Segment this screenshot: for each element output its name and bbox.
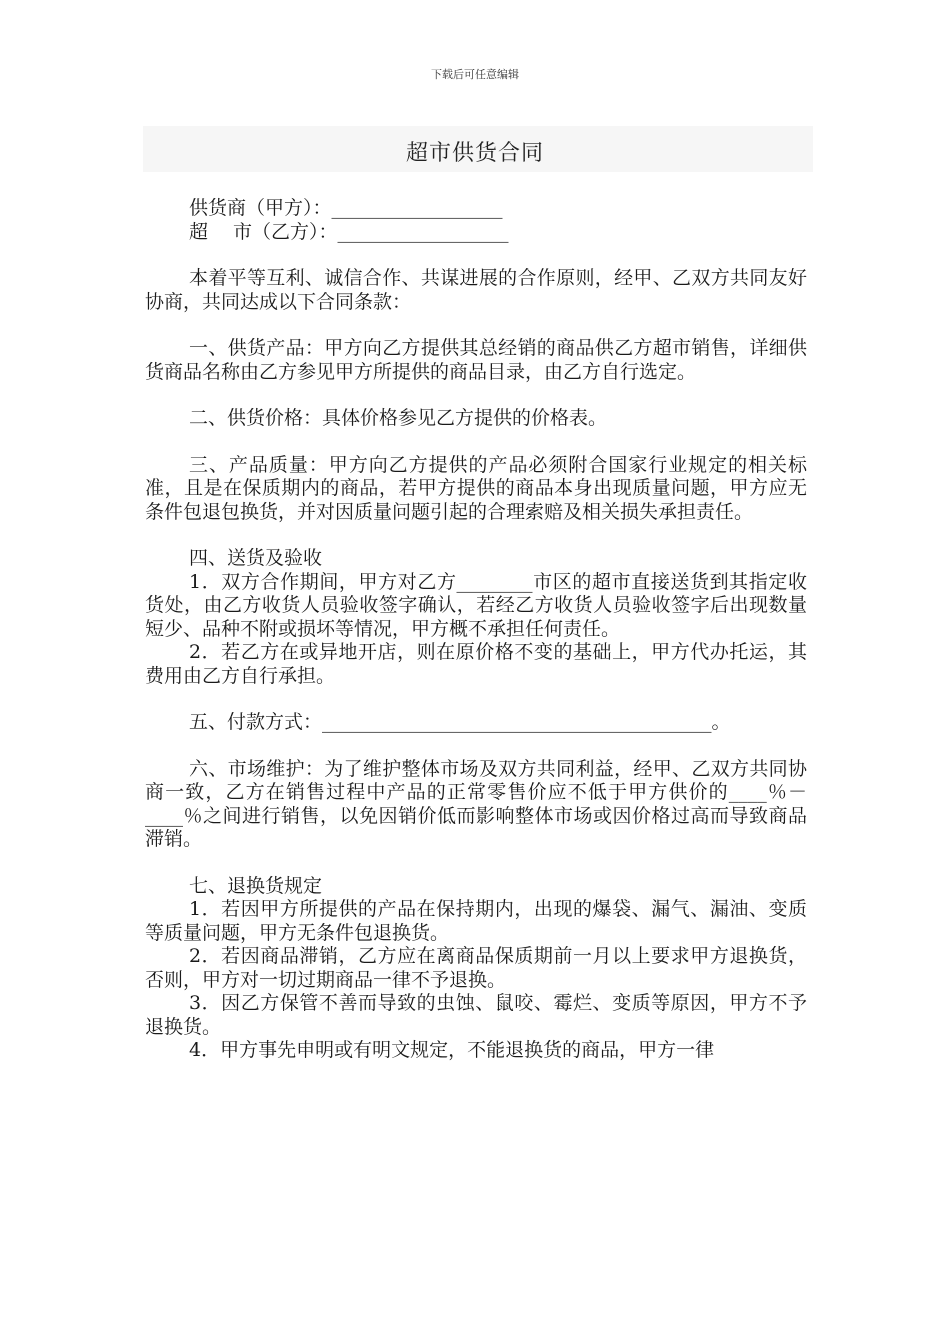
document-title: 超市供货合同 bbox=[405, 141, 544, 166]
clause-7-item-3: 3．因乙方保管不善而导致的虫蚀、鼠咬、霉烂、变质等原因，甲方不予退换货。 bbox=[145, 992, 807, 1038]
party-a-row bbox=[145, 197, 807, 221]
party-a-label: 供货商（甲方）： bbox=[189, 197, 332, 219]
clause-5-blank: ________________________________________ bbox=[322, 711, 703, 733]
clause-5 bbox=[145, 711, 807, 735]
clause-1: 一、供货产品：甲方向乙方提供其总经销的商品供乙方超市销售，详细供货商品名称由乙方参见甲方所提供的商品目录，由乙方自行选定。 bbox=[145, 337, 807, 383]
clause-4-item-1: 1．双方合作期间，甲方对乙方________市区的超市直接送货到其指定收货处，由乙方收货人员验收签字确认，若经乙方收货人员验收签字后出现数量短少、品种不附或损坏等情况，甲方概不承担任何责任。 bbox=[145, 570, 807, 640]
clause-7-item-2: 2．若因商品滞销，乙方应在离商品保质期前一月以上要求甲方退换货，否则，甲方对一切过期商品一律不予退换。 bbox=[145, 945, 807, 991]
clause-4-heading: 四、送货及验收 bbox=[189, 547, 323, 569]
clause-4-item-2: 2．若乙方在或异地开店，则在原价格不变的基础上，甲方代办托运，其费用由乙方自行承担。 bbox=[145, 641, 807, 687]
intro-paragraph: 本着平等互利、诚信合作、共谋进展的合作原则，经甲、乙双方共同友好协商，共同达成以下合同条款： bbox=[145, 267, 807, 313]
clause-2: 二、供货价格：具体价格参见乙方提供的价格表。 bbox=[189, 407, 608, 429]
clause-5-tail: _。 bbox=[702, 711, 731, 733]
clause-7-heading: 七、退换货规定 bbox=[189, 874, 323, 897]
contract-body bbox=[145, 197, 807, 1063]
header-note: 下载后可任意编辑 bbox=[431, 68, 519, 81]
clause-3: 三、产品质量：甲方向乙方提供的产品必须附合国家行业规定的相关标准，且是在保质期内的商品，若甲方提供的商品本身出现质量问题，甲方应无条件包退包换货，并对因质量问题引起的合理索赔及相关损失承担责任。 bbox=[145, 453, 807, 523]
party-b-label: 超 市（乙方）： bbox=[189, 220, 338, 243]
clause-7-item-1: 1．若因甲方所提供的产品在保持期内，出现的爆袋、漏气、漏油、变质等质量问题，甲方无条件包退换货。 bbox=[145, 898, 807, 944]
party-a-blank: __________________ bbox=[331, 197, 503, 219]
clause-6: 六、市场维护：为了维护整体市场及双方共同利益，经甲、乙双方共同协商一致，乙方在销售过程中产品的正常零售价应不低于甲方供价的____％－____％之间进行销售，以免因销价低而影响整体市场或因价格过高而导致商品滞销。 bbox=[145, 757, 807, 850]
clause-7-item-4: 4．甲方事先申明或有明文规定，不能退换货的商品，甲方一律 bbox=[189, 1039, 715, 1061]
clause-5-label: 五、付款方式： bbox=[189, 711, 323, 733]
party-b-blank: __________________ bbox=[337, 220, 509, 243]
party-b-row bbox=[145, 221, 807, 245]
